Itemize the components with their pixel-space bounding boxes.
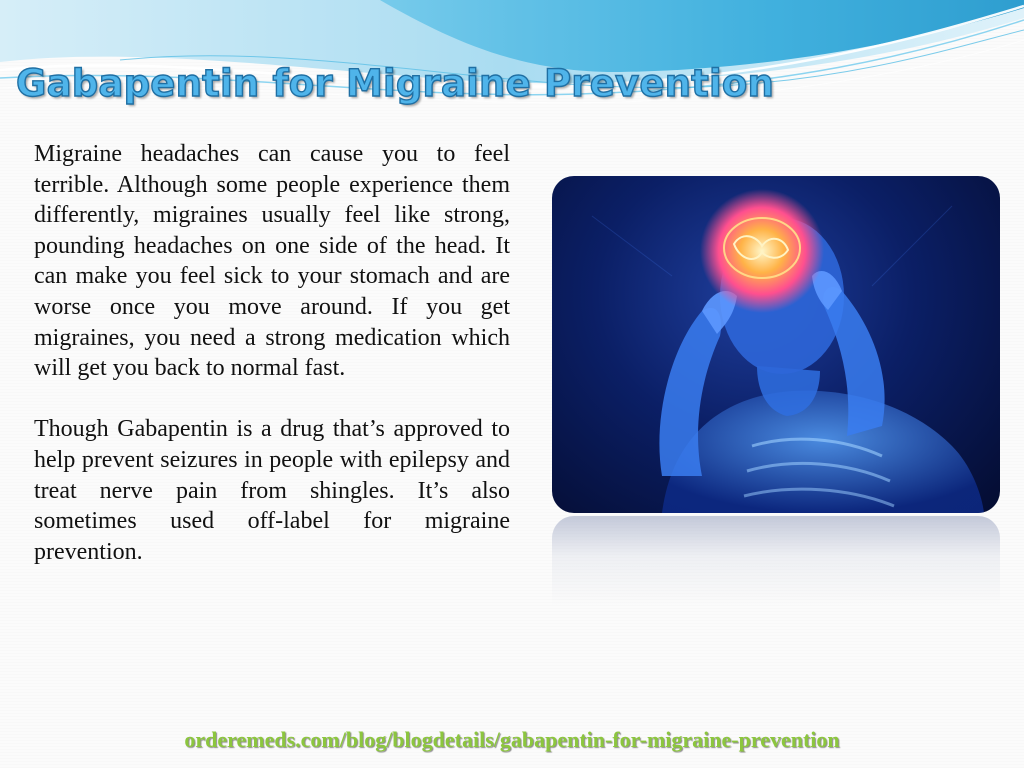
migraine-xray-illustration-icon xyxy=(552,176,1000,513)
paragraph-migraine-description: Migraine headaches can cause you to feel terrible. Although some people experience them differently, migraines usually feel like strong, pounding headaches on one side of the head. It can make you feel sick to your stomach and are worse once you move around. If you get migraines, you need a strong medication which will get you back to normal fast. xyxy=(34,141,510,382)
slide-title: Gabapentin for Migraine Prevention xyxy=(16,62,775,105)
paragraph-gabapentin-use: Though Gabapentin is a drug that’s approved to help prevent seizures in people with epilepsy and treat nerve pain from shingles. It’s also sometimes used off-label for migraine prevention. xyxy=(34,416,510,565)
body-text xyxy=(34,139,510,567)
footer-url-link[interactable]: orderemeds.com/blog/blogdetails/gabapentin-for-migraine-prevention xyxy=(184,727,840,752)
migraine-image-frame xyxy=(552,176,1000,513)
migraine-image xyxy=(552,176,1000,513)
image-reflection xyxy=(552,516,1000,606)
